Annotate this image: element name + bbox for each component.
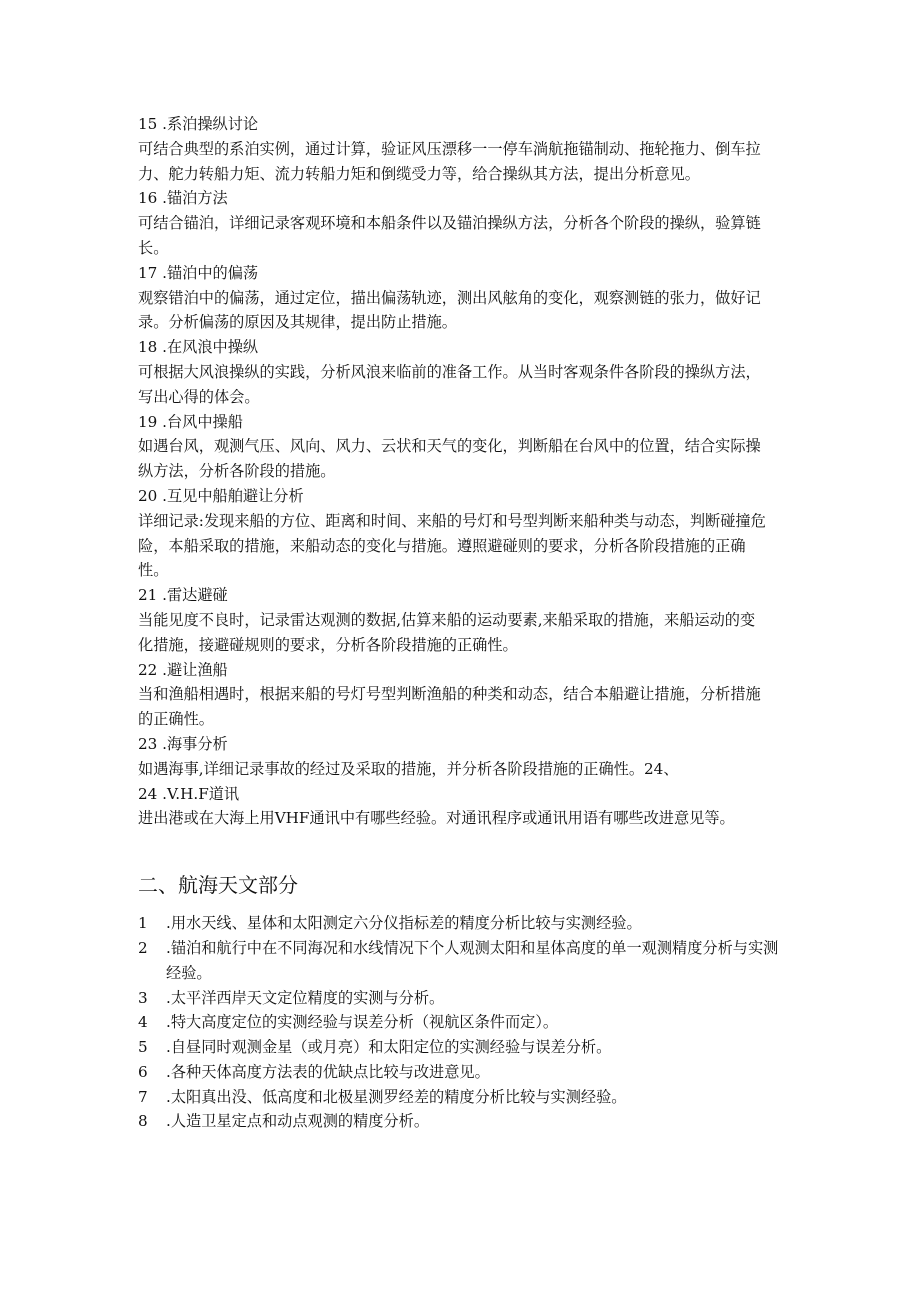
item-title: 16 .锚泊方法 xyxy=(138,189,228,208)
page-content xyxy=(138,112,778,1134)
item-text: .人造卫星定点和动点观测的精度分析。 xyxy=(166,1112,430,1131)
item-title: 15 .系泊操纵讨论 xyxy=(138,115,259,133)
list-item xyxy=(138,484,778,583)
list-item xyxy=(138,1109,788,1134)
item-title: 22 .避让渔船 xyxy=(138,660,228,679)
item-number: 3 xyxy=(138,988,148,1007)
list-item xyxy=(138,186,778,260)
item-number: 2 xyxy=(138,938,148,957)
list-item xyxy=(138,1035,788,1060)
list-item xyxy=(138,658,778,732)
item-body: 当和渔船相遇时，根据来船的号灯号型判断渔船的种类和动态，结合本船避让措施，分析措施的正确性。 xyxy=(138,685,761,729)
item-text: .用水天线、星体和太阳测定六分仪指标差的精度分析比较与实测经验。 xyxy=(166,914,642,933)
item-text: .各种天体高度方法表的优缺点比较与改进意见。 xyxy=(166,1062,490,1081)
item-number: 5 xyxy=(138,1038,148,1057)
item-title: 18 .在风浪中操纵 xyxy=(138,338,259,357)
list-item xyxy=(138,1085,788,1110)
item-body: 可结合典型的系泊实例，通过计算，验证风压漂移一一停车淌航拖锚制动、拖轮拖力、倒车拉力、舵力转船力矩、流力转船力矩和倒缆受力等，给合操纵其方法，提出分析意见。 xyxy=(138,139,761,183)
item-title: 21 .雷达避碰 xyxy=(138,586,228,605)
list-item xyxy=(138,335,778,409)
list-item xyxy=(138,1060,788,1085)
item-text: .特大高度定位的实测经验与误差分析（视航区条件而定）。 xyxy=(166,1013,559,1032)
item-body: 可结合锚泊，详细记录客观环境和本船条件以及锚泊操纵方法，分析各个阶段的操纵，验算链长。 xyxy=(138,214,761,257)
item-body: 观察错泊中的偏荡，通过定位，描出偏荡轨迹，测出风舷角的变化，观察测链的张力，做好记录。分析偏荡的原因及其规律，提出防止措施。 xyxy=(138,288,761,332)
item-number: 8 xyxy=(138,1112,148,1131)
item-text: .太平洋西岸天文定位精度的实测与分析。 xyxy=(166,988,445,1007)
item-number: 7 xyxy=(138,1087,148,1106)
list-item xyxy=(138,986,788,1011)
item-body: 可根据大风浪操纵的实践，分析风浪来临前的准备工作。从当时客观条件各阶段的操纵方法，写出心得的体会。 xyxy=(138,362,761,406)
list-item xyxy=(138,410,778,484)
item-text: .锚泊和航行中在不同海况和水线情况下个人观测太阳和星体高度的单一观测精度分析与实测经验。 xyxy=(166,938,779,982)
item-title: 24 .V.H.F道讯 xyxy=(138,784,240,803)
item-body: 如遇海事,详细记录事故的经过及采取的措施，并分析各阶段措施的正确性。24、 xyxy=(138,759,679,778)
item-body: 当能见度不良时，记录雷达观测的数据,估算来船的运动要素,来船采取的措施，来船运动的变化措施，接避碰规则的要求，分析各阶段措施的正确性。 xyxy=(138,610,756,654)
section-heading: 二、航海天文部分 xyxy=(138,873,298,898)
item-number: 4 xyxy=(138,1013,148,1032)
list-item xyxy=(138,732,778,782)
item-title: 19 .台风中操船 xyxy=(138,412,243,431)
list-item xyxy=(138,936,788,986)
item-title: 20 .互见中船舶避让分析 xyxy=(138,486,304,505)
item-body: 如遇台风，观测气压、风向、风力、云状和天气的变化，判断船在台风中的位置，结合实际操纵方法，分析各阶段的措施。 xyxy=(138,437,761,481)
item-text: .太阳真出没、低高度和北极星测罗经差的精度分析比较与实测经验。 xyxy=(166,1087,627,1106)
item-title: 17 .锚泊中的偏荡 xyxy=(138,263,259,282)
list-item xyxy=(138,112,778,186)
list-item xyxy=(138,261,778,335)
list-item xyxy=(138,911,788,936)
item-title: 23 .海事分析 xyxy=(138,734,228,753)
celestial-navigation-section xyxy=(138,911,778,1134)
ship-handling-section xyxy=(138,112,778,831)
list-item xyxy=(138,583,778,657)
item-number: 6 xyxy=(138,1062,148,1081)
item-number: 1 xyxy=(138,914,148,933)
list-item xyxy=(138,1010,788,1035)
item-text: .自昼同时观测金星（或月亮）和太阳定位的实测经验与误差分析。 xyxy=(166,1038,612,1057)
item-body: 详细记录:发现来船的方位、距离和时间、来船的号灯和号型判断来船种类与动态，判断碰撞危险，本船采取的措施，来船动态的变化与措施。遵照避碰则的要求，分析各阶段措施的正确性。 xyxy=(138,511,766,580)
item-body: 进出港或在大海上用VHF通讯中有哪些经验。对通讯程序或通讯用语有哪些改进意见等。 xyxy=(138,809,735,828)
list-item xyxy=(138,782,778,832)
